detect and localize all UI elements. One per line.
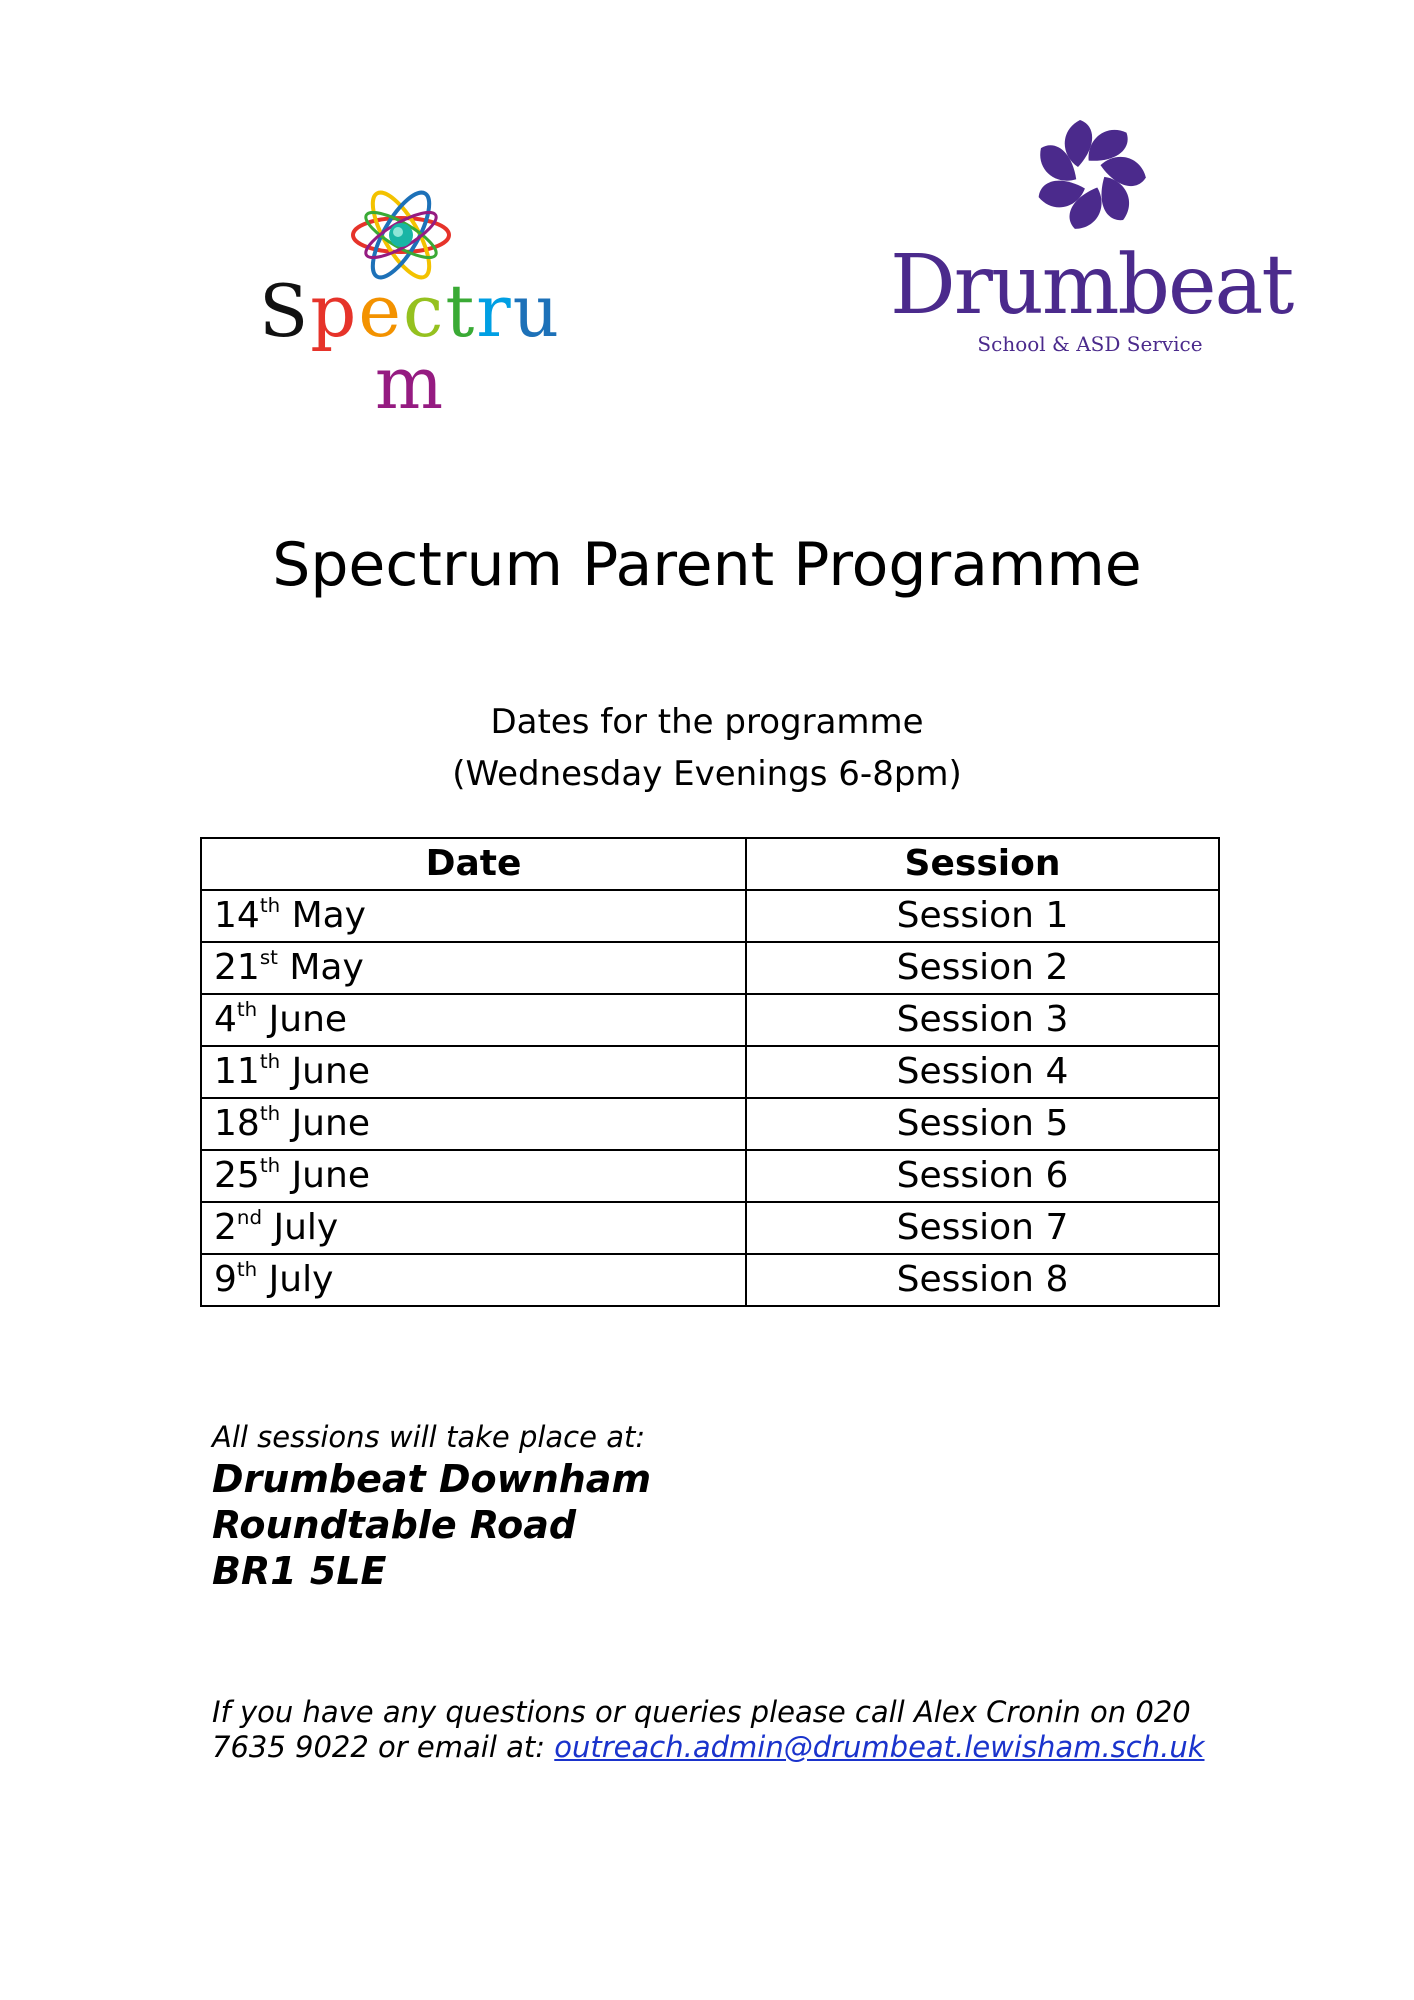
date-cell <box>201 994 746 1046</box>
spectrum-logo <box>225 180 595 425</box>
spectrum-logo-letter: e <box>358 269 403 353</box>
table-header-row <box>201 838 1219 890</box>
session-cell: Session 6 <box>746 1150 1219 1202</box>
sessions-table <box>200 837 1220 1307</box>
session-cell: Session 5 <box>746 1098 1219 1150</box>
date-day: 4 <box>214 999 237 1040</box>
drumbeat-logo <box>890 115 1293 365</box>
date-ordinal-suffix: th <box>259 1154 281 1178</box>
session-cell: Session 7 <box>746 1202 1219 1254</box>
date-cell <box>201 942 746 994</box>
spectrum-logo-letter: u <box>512 269 562 353</box>
session-cell: Session 4 <box>746 1046 1219 1098</box>
date-ordinal-suffix: th <box>259 1102 281 1126</box>
date-cell <box>201 1046 746 1098</box>
spectrum-logo-letter: p <box>310 269 359 353</box>
date-month: June <box>268 999 348 1040</box>
date-month: May <box>291 895 366 936</box>
date-day: 18 <box>214 1103 260 1144</box>
date-day: 21 <box>214 947 260 988</box>
table-row <box>201 1254 1219 1306</box>
hands-circle-icon <box>1030 115 1150 235</box>
venue-postcode: BR1 5LE <box>212 1549 387 1593</box>
date-day: 14 <box>214 895 260 936</box>
subtitle-line-2: (Wednesday Evenings 6-8pm) <box>452 754 962 794</box>
date-month: May <box>289 947 364 988</box>
date-cell <box>201 1098 746 1150</box>
table-row <box>201 1202 1219 1254</box>
session-cell: Session 3 <box>746 994 1219 1046</box>
date-day: 11 <box>214 1051 260 1092</box>
venue-street: Roundtable Road <box>212 1503 577 1547</box>
table-row <box>201 1046 1219 1098</box>
spectrum-logo-letter: c <box>402 269 446 353</box>
date-month: June <box>291 1155 370 1196</box>
date-ordinal-suffix: nd <box>236 1206 262 1230</box>
date-ordinal-suffix: th <box>259 894 281 918</box>
contact-text: If you have any questions or queries please call Alex Cronin on 020 7635 9022 or email at: <box>212 1695 1191 1764</box>
spectrum-logo-letter: m <box>374 341 446 425</box>
contact-info <box>212 1695 1222 1765</box>
date-ordinal-suffix: th <box>259 1050 281 1074</box>
spectrum-logo-text <box>225 269 595 425</box>
table-row <box>201 994 1219 1046</box>
date-cell <box>201 1150 746 1202</box>
date-month: July <box>268 1259 334 1300</box>
date-cell <box>201 1202 746 1254</box>
date-cell <box>201 1254 746 1306</box>
contact-email-link[interactable]: outreach.admin@drumbeat.lewisham.sch.uk <box>554 1730 1205 1764</box>
date-ordinal-suffix: st <box>259 946 278 970</box>
table-row <box>201 890 1219 942</box>
spectrum-logo-letter: t <box>445 269 477 353</box>
session-column-header: Session <box>746 838 1219 890</box>
venue-intro: All sessions will take place at: <box>212 1420 646 1454</box>
spectrum-logo-letter: S <box>258 269 311 353</box>
session-cell: Session 8 <box>746 1254 1219 1306</box>
venue-name: Drumbeat Downham <box>212 1457 652 1501</box>
spectrum-logo-letter: r <box>476 269 513 353</box>
subtitle-line-1: Dates for the programme <box>490 702 924 742</box>
date-month: July <box>273 1207 339 1248</box>
date-day: 9 <box>214 1259 237 1300</box>
date-cell <box>201 890 746 942</box>
table-row <box>201 1150 1219 1202</box>
table-row <box>201 942 1219 994</box>
date-month: June <box>291 1051 370 1092</box>
table-row <box>201 1098 1219 1150</box>
date-day: 25 <box>214 1155 260 1196</box>
date-ordinal-suffix: th <box>236 998 258 1022</box>
session-cell: Session 2 <box>746 942 1219 994</box>
drumbeat-logo-text: Drumbeat <box>890 238 1293 333</box>
date-day: 2 <box>214 1207 237 1248</box>
drumbeat-logo-subtitle: School & ASD Service <box>977 332 1203 356</box>
date-ordinal-suffix: th <box>236 1258 258 1282</box>
date-column-header: Date <box>201 838 746 890</box>
session-cell: Session 1 <box>746 890 1219 942</box>
page-title: Spectrum Parent Programme <box>272 530 1142 600</box>
date-month: June <box>291 1103 370 1144</box>
